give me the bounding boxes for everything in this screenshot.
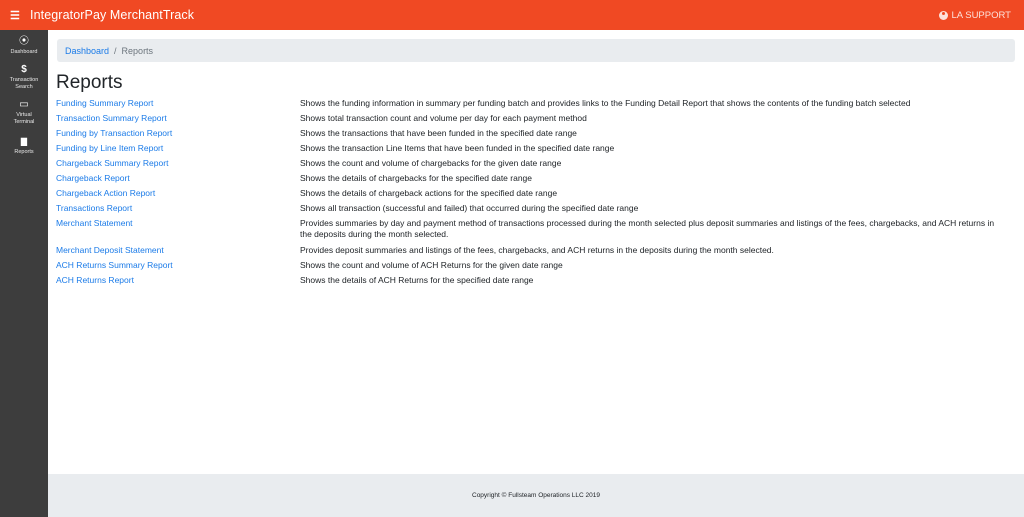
report-description: Shows all transaction (successful and failed) that occurred during the specified date range bbox=[300, 203, 639, 213]
sidebar-item-transaction-search[interactable] bbox=[0, 65, 48, 90]
sidebar bbox=[0, 30, 48, 517]
report-link[interactable]: ACH Returns Report bbox=[56, 275, 134, 285]
sidebar-item-dashboard[interactable] bbox=[0, 37, 48, 56]
top-navbar bbox=[0, 0, 1024, 30]
report-description: Shows the details of ACH Returns for the specified date range bbox=[300, 275, 534, 285]
report-description: Shows the count and volume of ACH Returns for the given date range bbox=[300, 260, 563, 270]
list-item bbox=[56, 128, 1016, 143]
report-link[interactable]: Transactions Report bbox=[56, 203, 133, 213]
list-item bbox=[56, 158, 1016, 173]
report-description: Shows the count and volume of chargebacks for the given date range bbox=[300, 158, 562, 168]
list-item bbox=[56, 245, 1016, 260]
monitor-icon: ▭ bbox=[19, 99, 29, 110]
breadcrumb-current: Reports bbox=[121, 45, 154, 56]
breadcrumb bbox=[57, 39, 1015, 62]
report-link[interactable]: Funding by Line Item Report bbox=[56, 143, 164, 153]
user-label: LA SUPPORT bbox=[951, 9, 1011, 21]
report-link[interactable]: Chargeback Report bbox=[56, 173, 130, 183]
reports-list bbox=[56, 98, 1016, 290]
dashboard-gauge-icon: ⦿ bbox=[19, 36, 29, 47]
sidebar-item-label: Dashboard bbox=[10, 49, 38, 55]
copyright-text: Copyright © Fullsteam Operations LLC 2019 bbox=[472, 492, 600, 499]
list-item bbox=[56, 218, 1016, 245]
hamburger-icon[interactable]: ☰ bbox=[10, 9, 20, 22]
sidebar-item-label: Virtual Terminal bbox=[13, 112, 35, 125]
user-circle-icon bbox=[939, 11, 948, 20]
list-item bbox=[56, 275, 1016, 290]
breadcrumb-dashboard-link[interactable]: Dashboard bbox=[65, 45, 110, 56]
app-title[interactable]: IntegratorPay MerchantTrack bbox=[30, 8, 195, 22]
list-item bbox=[56, 260, 1016, 275]
dollar-icon: $ bbox=[21, 64, 27, 75]
list-item bbox=[56, 203, 1016, 218]
report-description: Shows the transaction Line Items that have been funded in the specified date range bbox=[300, 143, 615, 153]
report-link[interactable]: Transaction Summary Report bbox=[56, 113, 167, 123]
list-item bbox=[56, 188, 1016, 203]
page-title: Reports bbox=[56, 72, 123, 93]
report-description: Provides summaries by day and payment method of transactions processed during the month selected plus deposit summaries and listings of the fees, chargebacks, and ACH returns in the deposits during the month selected. bbox=[300, 218, 995, 239]
sidebar-item-virtual-terminal[interactable] bbox=[0, 100, 48, 125]
list-item bbox=[56, 113, 1016, 128]
footer bbox=[48, 474, 1024, 517]
report-link[interactable]: Merchant Deposit Statement bbox=[56, 245, 164, 255]
breadcrumb-separator: / bbox=[114, 45, 117, 56]
report-link[interactable]: Funding by Transaction Report bbox=[56, 128, 173, 138]
report-link[interactable]: Chargeback Action Report bbox=[56, 188, 156, 198]
report-description: Shows the funding information in summary per funding batch and provides links to the Funding Detail Report that shows the contents of the funding batch selected bbox=[300, 98, 911, 108]
list-item bbox=[56, 143, 1016, 158]
report-description: Shows total transaction count and volume per day for each payment method bbox=[300, 113, 587, 123]
report-description: Shows the details of chargeback actions for the specified date range bbox=[300, 188, 558, 198]
report-link[interactable]: Merchant Statement bbox=[56, 218, 133, 228]
report-description: Shows the details of chargebacks for the specified date range bbox=[300, 173, 533, 183]
report-link[interactable]: Chargeback Summary Report bbox=[56, 158, 169, 168]
sidebar-item-reports[interactable] bbox=[0, 137, 48, 156]
report-description: Provides deposit summaries and listings of the fees, chargebacks, and ACH returns in the deposits during the month selected. bbox=[300, 245, 774, 255]
sidebar-item-label: Reports bbox=[14, 149, 34, 155]
report-link[interactable]: ACH Returns Summary Report bbox=[56, 260, 173, 270]
user-menu[interactable] bbox=[939, 0, 1012, 30]
sidebar-item-label: Transaction Search bbox=[9, 77, 39, 90]
report-description: Shows the transactions that have been funded in the specified date range bbox=[300, 128, 577, 138]
list-item bbox=[56, 98, 1016, 113]
report-link[interactable]: Funding Summary Report bbox=[56, 98, 154, 108]
bar-chart-icon: ▇ bbox=[20, 137, 28, 146]
list-item bbox=[56, 173, 1016, 188]
